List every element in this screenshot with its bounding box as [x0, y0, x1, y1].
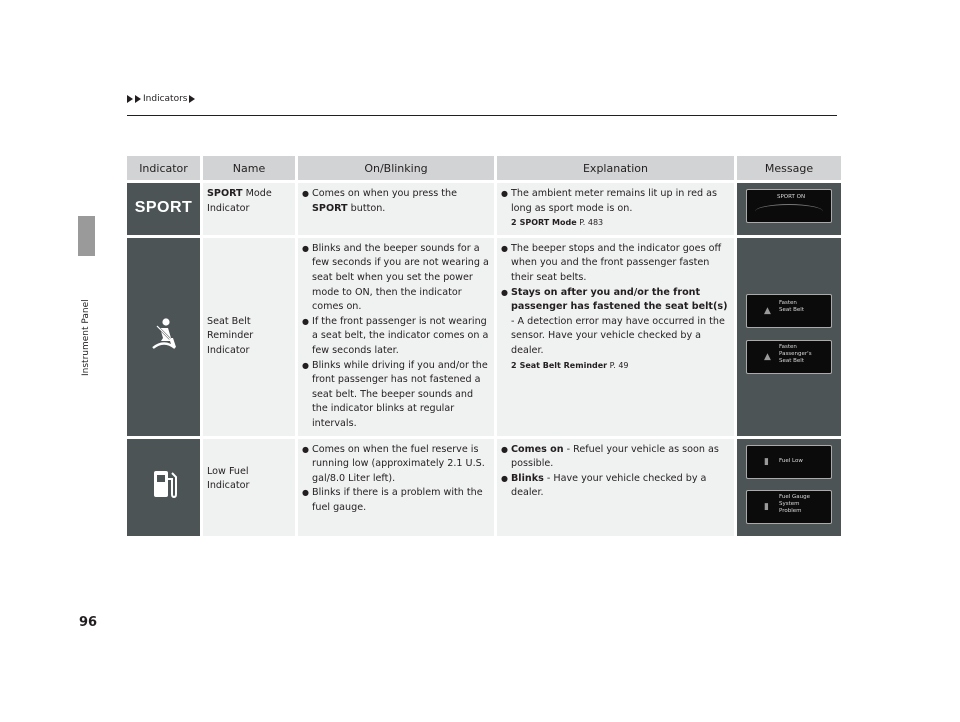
message-cell: [737, 183, 841, 235]
seat-belt-icon: [149, 317, 179, 351]
on-blinking-cell: [298, 183, 494, 235]
explanation-cell: [497, 238, 734, 436]
indicator-cell: [127, 238, 200, 436]
list-item: ● Blinks while driving if you and/or the front passenger has not fastened a seat belt. The beeper sounds and the indicator blinks at regular intervals.: [302, 359, 490, 432]
message-screen: ▲ Fasten Passenger's Seat Belt: [746, 340, 832, 374]
message-screen: ▮ Fuel Gauge System Problem: [746, 490, 832, 524]
list-item: ● The beeper stops and the indicator goes off when you and the front passenger fasten their seat belts.: [501, 242, 730, 286]
on-blinking-cell: [298, 238, 494, 436]
message-screen: ▲ Fasten Seat Belt: [746, 294, 832, 328]
name-text: Mode Indicator: [207, 188, 272, 214]
table-row: [127, 238, 841, 436]
name-cell: [203, 183, 295, 235]
list-item: ● Blinks - Have your vehicle checked by a dealer.: [501, 472, 730, 501]
list-item: ● Comes on - Refuel your vehicle as soon as possible.: [501, 443, 730, 472]
list-item: ● Comes on when the fuel reserve is running low (approximately 2.1 U.S. gal/8.0 Liter left).: [302, 443, 490, 487]
table-header-row: [127, 156, 841, 180]
reference-arrow-icon: 2: [511, 360, 517, 370]
page-reference[interactable]: 2 SPORT Mode P. 483: [501, 216, 730, 231]
seat-belt-icon: ▲: [764, 351, 771, 362]
reference-arrow-icon: 2: [511, 218, 517, 228]
list-item: ● Blinks and the beeper sounds for a few seconds if you are not wearing a seat belt when you set the power mode to ON, then the indicator comes on.: [302, 242, 490, 315]
column-header: Message: [737, 156, 841, 180]
breadcrumb: [127, 94, 195, 104]
name-text: Low Fuel Indicator: [207, 465, 250, 492]
chapter-label: Instrument Panel: [81, 299, 91, 376]
explanation-cell: [497, 183, 734, 235]
list-item: ● The ambient meter remains lit up in red as long as sport mode is on.: [501, 187, 730, 216]
table-row: [127, 439, 841, 536]
column-header: Explanation: [497, 156, 734, 180]
message-cell: [737, 439, 841, 536]
column-header: On/Blinking: [298, 156, 494, 180]
seat-belt-icon: ▲: [764, 306, 771, 317]
table-row: [127, 183, 841, 235]
fuel-pump-icon: ▮: [764, 456, 769, 467]
list-item: ● If the front passenger is not wearing a seat belt, the indicator comes on a few seconds later.: [302, 315, 490, 359]
on-blinking-cell: [298, 439, 494, 536]
page-reference[interactable]: 2 Seat Belt Reminder P. 49: [501, 359, 730, 374]
message-cell: [737, 238, 841, 436]
list-item: ● Blinks if there is a problem with the fuel gauge.: [302, 486, 490, 515]
explanation-cell: [497, 439, 734, 536]
fuel-pump-icon: ▮: [764, 502, 769, 513]
message-screen: ▮ Fuel Low: [746, 445, 832, 479]
name-text: Seat Belt Reminder Indicator: [207, 315, 254, 356]
chapter-tab: [78, 216, 95, 256]
indicator-cell: [127, 439, 200, 536]
indicator-table: [124, 153, 844, 539]
header-rule: [127, 115, 837, 116]
fuel-pump-icon: [150, 467, 178, 501]
name-cell: [203, 238, 295, 436]
column-header: Name: [203, 156, 295, 180]
list-item: ● Comes on when you press the SPORT button.: [302, 187, 490, 216]
message-screen: SPORT ON: [746, 189, 832, 223]
breadcrumb-arrow-icon: [189, 95, 195, 103]
page-number: 96: [79, 615, 98, 630]
ambient-meter-arc: [755, 204, 823, 219]
column-header: Indicator: [127, 156, 200, 180]
sport-icon: SPORT: [134, 198, 193, 216]
name-cell: [203, 439, 295, 536]
breadcrumb-item[interactable]: Indicators: [143, 94, 188, 104]
list-item: ● Stays on after you and/or the front passenger has fastened the seat belt(s) - A detection error may have occurred in the sensor. Have your vehicle checked by a dealer.: [501, 286, 730, 359]
breadcrumb-arrow-icon: [135, 95, 141, 103]
indicator-cell: [127, 183, 200, 235]
breadcrumb-arrow-icon: [127, 95, 133, 103]
name-bold: SPORT: [207, 188, 243, 199]
